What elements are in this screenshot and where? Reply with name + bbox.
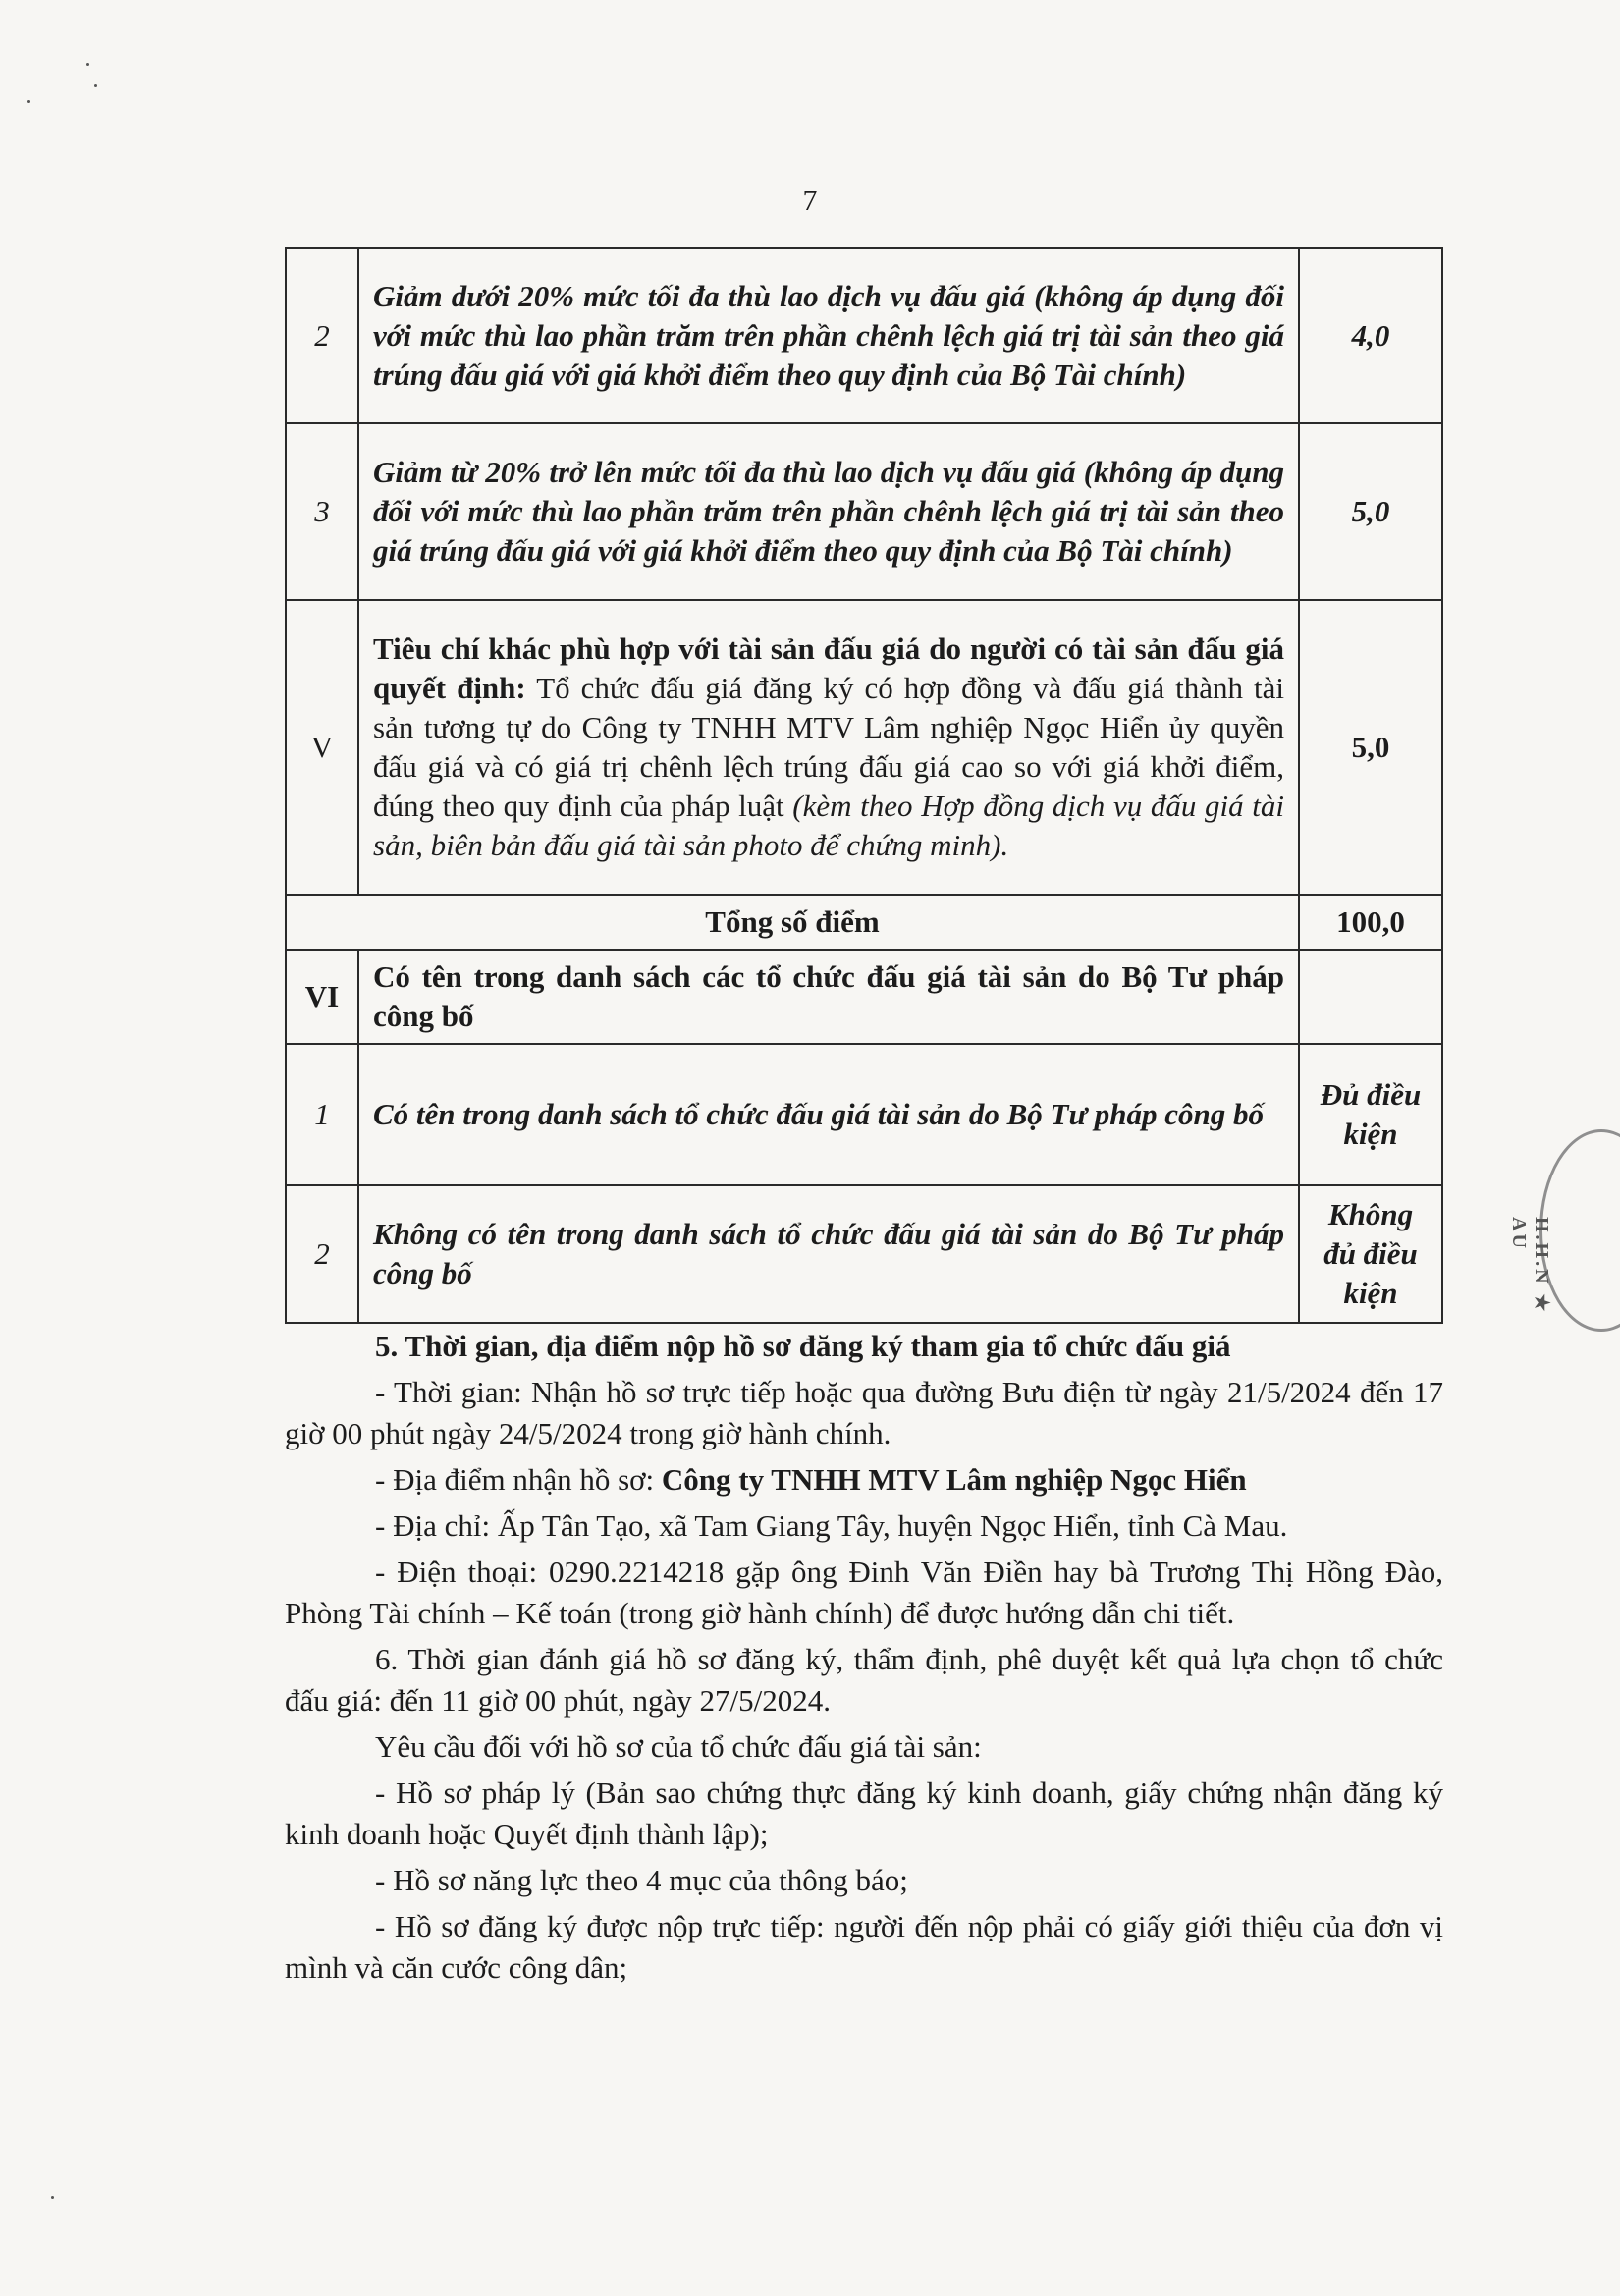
partial-stamp <box>1508 1129 1620 1332</box>
total-score: 100,0 <box>1299 895 1442 950</box>
row-number: 3 <box>286 423 358 600</box>
row-description: Giảm từ 20% trở lên mức tối đa thù lao dịch vụ đấu giá (không áp dụng đối với mức thù lao phần trăm trên phần chênh lệch giá trị tài sản theo giá trúng đấu giá với giá khởi điểm theo quy định của Bộ Tài chính) <box>358 423 1299 600</box>
location-value: Công ty TNHH MTV Lâm nghiệp Ngọc Hiển <box>661 1462 1247 1497</box>
scan-speck <box>51 2196 54 2199</box>
stamp-text: H.H.N ★ AU <box>1508 1217 1552 1315</box>
paragraph: Yêu cầu đối với hồ sơ của tổ chức đấu giá tài sản: <box>375 1729 982 1764</box>
scan-speck <box>94 84 97 87</box>
row-number: 2 <box>286 248 358 423</box>
total-label: Tổng số điểm <box>286 895 1299 950</box>
row-score: 5,0 <box>1299 600 1442 895</box>
criteria-table <box>285 247 1443 1324</box>
table-row <box>286 423 1442 600</box>
section-heading: 5. Thời gian, địa điểm nộp hồ sơ đăng ký tham gia tổ chức đấu giá <box>375 1329 1231 1363</box>
row-description <box>358 600 1299 895</box>
paragraph: - Địa chỉ: Ấp Tân Tạo, xã Tam Giang Tây, huyện Ngọc Hiển, tỉnh Cà Mau. <box>375 1508 1288 1543</box>
row-description: Giảm dưới 20% mức tối đa thù lao dịch vụ đấu giá (không áp dụng đối với mức thù lao phần trăm trên phần chênh lệch giá trị tài sản theo giá trúng đấu giá với giá khởi điểm theo quy định của Bộ Tài chính) <box>358 248 1299 423</box>
scan-speck <box>27 100 30 103</box>
table-row <box>286 1044 1442 1185</box>
row-number: 2 <box>286 1185 358 1323</box>
paragraph: - Thời gian: Nhận hồ sơ trực tiếp hoặc qua đường Bưu điện từ ngày 21/5/2024 đến 17 giờ 00 phút ngày 24/5/2024 trong giờ hành chính. <box>285 1375 1443 1450</box>
page-number: 7 <box>802 185 818 217</box>
row-description: Không có tên trong danh sách tổ chức đấu giá tài sản do Bộ Tư pháp công bố <box>358 1185 1299 1323</box>
row-number: VI <box>286 950 358 1044</box>
paragraph: - Điện thoại: 0290.2214218 gặp ông Đinh Văn Điền hay bà Trương Thị Hồng Đào, Phòng Tài chính – Kế toán (trong giờ hành chính) để được hướng dẫn chi tiết. <box>285 1555 1443 1630</box>
row-score: 5,0 <box>1299 423 1442 600</box>
row-number: V <box>286 600 358 895</box>
criterion-title: Tiêu chí khác phù hợp với tài sản đấu giá do người có tài sản đấu giá quyết định: <box>373 631 1284 705</box>
criterion-text: Tổ chức đấu giá đăng ký có hợp đồng và đấu giá thành tài sản tương tự do Công ty TNHH MTV Lâm nghiệp Ngọc Hiển ủy quyền đấu giá và có giá trị chênh lệch trúng đấu giá cao so với giá khởi điểm, đúng theo quy định của pháp luật <box>373 671 1284 823</box>
paragraph: - Hồ sơ đăng ký được nộp trực tiếp: người đến nộp phải có giấy giới thiệu của đơn vị mình và căn cước công dân; <box>285 1909 1443 1985</box>
table-row <box>286 950 1442 1044</box>
document-body <box>285 1326 1443 1994</box>
table-row <box>286 248 1442 423</box>
table-row <box>286 600 1442 895</box>
row-score: Không đủ điều kiện <box>1299 1185 1442 1323</box>
paragraph: - Hồ sơ năng lực theo 4 mục của thông báo; <box>375 1863 908 1897</box>
row-description: Có tên trong danh sách tổ chức đấu giá tài sản do Bộ Tư pháp công bố <box>358 1044 1299 1185</box>
row-score: 4,0 <box>1299 248 1442 423</box>
total-row <box>286 895 1442 950</box>
row-score: Đủ điều kiện <box>1299 1044 1442 1185</box>
scan-speck <box>86 63 89 66</box>
table-row <box>286 1185 1442 1323</box>
paragraph <box>285 1459 1443 1501</box>
row-score <box>1299 950 1442 1044</box>
paragraph: 6. Thời gian đánh giá hồ sơ đăng ký, thẩm định, phê duyệt kết quả lựa chọn tổ chức đấu giá: đến 11 giờ 00 phút, ngày 27/5/2024. <box>285 1642 1443 1718</box>
criterion-note: (kèm theo Hợp đồng dịch vụ đấu giá tài sản, biên bản đấu giá tài sản photo để chứng minh). <box>373 789 1284 862</box>
row-description: Có tên trong danh sách các tổ chức đấu giá tài sản do Bộ Tư pháp công bố <box>358 950 1299 1044</box>
paragraph: - Hồ sơ pháp lý (Bản sao chứng thực đăng ký kinh doanh, giấy chứng nhận đăng ký kinh doanh hoặc Quyết định thành lập); <box>285 1776 1443 1851</box>
location-label: - Địa điểm nhận hồ sơ: <box>375 1462 662 1497</box>
row-number: 1 <box>286 1044 358 1185</box>
